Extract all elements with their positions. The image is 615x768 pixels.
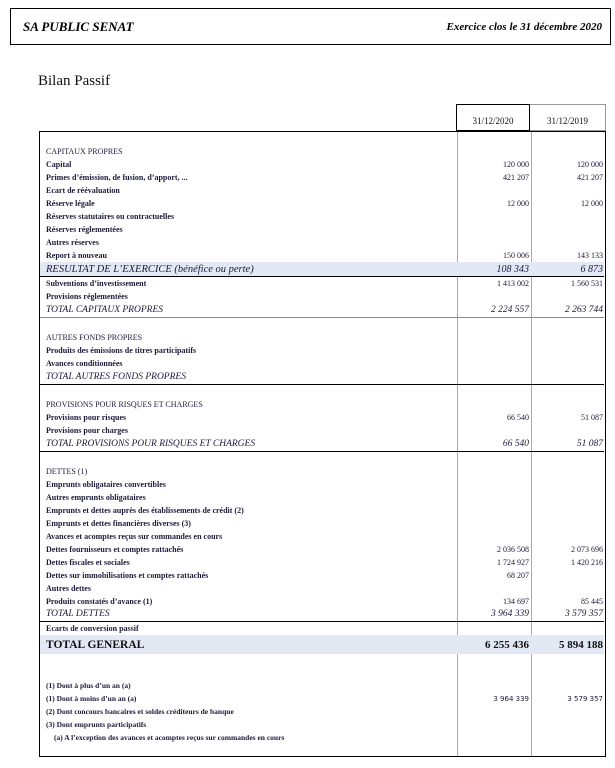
section-title-capitaux-propres bbox=[40, 145, 604, 158]
document-header bbox=[10, 8, 611, 45]
value-2020: 108 343 bbox=[496, 263, 529, 275]
value-2019: 1 420 216 bbox=[571, 558, 603, 567]
table-row bbox=[40, 236, 604, 249]
row-label: (1) Dont à plus d’un an (a) bbox=[46, 681, 131, 690]
row-label: DETTES (1) bbox=[46, 467, 88, 476]
table-row bbox=[40, 556, 604, 569]
column-header-2019: 31/12/2019 bbox=[530, 104, 606, 131]
note-row bbox=[40, 679, 604, 692]
row-label: Avances et acomptes reçus sur commandes en cours bbox=[46, 532, 223, 541]
row-label: Emprunts obligataires convertibles bbox=[46, 480, 166, 489]
value-2020: 120 000 bbox=[503, 160, 529, 169]
section-title-provisions bbox=[40, 398, 604, 411]
table-row bbox=[40, 210, 604, 223]
row-label: (3) Dont emprunts participatifs bbox=[46, 720, 147, 729]
table-row bbox=[40, 530, 604, 543]
row-label: Autres réserves bbox=[46, 238, 99, 247]
total-row bbox=[40, 607, 604, 620]
row-label: Produits des émissions de titres participatifs bbox=[46, 346, 197, 355]
table-row bbox=[40, 424, 604, 437]
value-2019: 51 087 bbox=[581, 413, 603, 422]
note-row bbox=[40, 692, 604, 705]
divider bbox=[40, 451, 604, 452]
value-2020: 2 036 508 bbox=[497, 545, 529, 554]
table-row bbox=[40, 517, 604, 530]
balance-sheet-liabilities-table bbox=[39, 131, 606, 757]
table-row bbox=[40, 357, 604, 370]
row-label: AUTRES FONDS PROPRES bbox=[46, 333, 143, 342]
row-label: Produits constatés d’avance (1) bbox=[46, 597, 153, 606]
value-2020: 150 006 bbox=[503, 251, 529, 260]
value-2020: 68 207 bbox=[507, 571, 529, 580]
row-label: Subventions d’investissement bbox=[46, 279, 147, 288]
table-row bbox=[40, 171, 604, 184]
column-header-2020: 31/12/2020 bbox=[456, 104, 530, 131]
row-label: TOTAL GENERAL bbox=[46, 638, 145, 651]
fiscal-period: Exercice clos le 31 décembre 2020 bbox=[446, 20, 602, 33]
row-label: RESULTAT DE L’EXERCICE (bénéfice ou perte) bbox=[46, 263, 254, 275]
section-title-dettes bbox=[40, 465, 604, 478]
divider bbox=[40, 384, 604, 385]
value-2020: 3 964 339 bbox=[493, 694, 529, 703]
value-2020: 2 224 557 bbox=[491, 304, 529, 315]
row-label: (1) Dont à moins d’un an (a) bbox=[46, 694, 137, 703]
table-row bbox=[40, 504, 604, 517]
value-2019: 6 873 bbox=[580, 263, 603, 275]
page-title: Bilan Passif bbox=[38, 73, 111, 89]
value-2019: 2 073 696 bbox=[571, 545, 603, 554]
note-row bbox=[40, 731, 604, 744]
total-row bbox=[40, 303, 604, 316]
table-row bbox=[40, 344, 604, 357]
value-2019: 421 207 bbox=[577, 173, 603, 182]
value-2019: 85 445 bbox=[581, 597, 603, 606]
company-name: SA PUBLIC SENAT bbox=[23, 18, 134, 34]
table-row bbox=[40, 197, 604, 210]
table-row bbox=[40, 290, 604, 303]
value-2020: 12 000 bbox=[507, 199, 529, 208]
table-row bbox=[40, 158, 604, 171]
row-label: TOTAL DETTES bbox=[46, 608, 110, 619]
value-2019: 2 263 744 bbox=[565, 304, 603, 315]
row-label: Dettes fournisseurs et comptes rattachés bbox=[46, 545, 184, 554]
row-label: Emprunts et dettes auprès des établissements de crédit (2) bbox=[46, 506, 244, 515]
section-title-autres-fonds-propres bbox=[40, 331, 604, 344]
total-row bbox=[40, 437, 604, 450]
value-2019: 120 000 bbox=[577, 160, 603, 169]
value-2020: 1 413 002 bbox=[497, 279, 529, 288]
note-row bbox=[40, 705, 604, 718]
row-label: Ecarts de conversion passif bbox=[46, 624, 139, 633]
value-2019: 51 087 bbox=[576, 438, 603, 449]
row-label: (a) A l’exception des avances et acomptes reçus sur commandes en cours bbox=[54, 733, 285, 742]
table-row bbox=[40, 582, 604, 595]
row-label: Réserves réglementées bbox=[46, 225, 123, 234]
value-2019: 143 133 bbox=[577, 251, 603, 260]
row-label: PROVISIONS POUR RISQUES ET CHARGES bbox=[46, 400, 203, 409]
table-row bbox=[40, 411, 604, 424]
total-general-row bbox=[40, 635, 604, 654]
row-label: Provisions pour charges bbox=[46, 426, 128, 435]
row-label: Emprunts et dettes financières diverses (3) bbox=[46, 519, 191, 528]
row-label: Dettes sur immobilisations et comptes rattachés bbox=[46, 571, 209, 580]
table-row bbox=[40, 277, 604, 290]
value-2020: 421 207 bbox=[503, 173, 529, 182]
column-headers bbox=[456, 104, 606, 131]
row-label: (2) Dont concours bancaires et soldes créditeurs de banque bbox=[46, 707, 234, 716]
row-label: Réserves statutaires ou contractuelles bbox=[46, 212, 175, 221]
row-label: Autres dettes bbox=[46, 584, 91, 593]
note-row bbox=[40, 718, 604, 731]
value-2019: 3 579 357 bbox=[565, 608, 603, 619]
value-2020: 134 697 bbox=[503, 597, 529, 606]
row-label: TOTAL CAPITAUX PROPRES bbox=[46, 304, 163, 315]
row-label: Provisions réglementées bbox=[46, 292, 128, 301]
row-label: Avances conditionnées bbox=[46, 359, 123, 368]
resultat-exercice-row bbox=[40, 262, 604, 276]
value-2019: 12 000 bbox=[581, 199, 603, 208]
table-row bbox=[40, 249, 604, 262]
value-2020: 1 724 927 bbox=[497, 558, 529, 567]
table-row bbox=[40, 543, 604, 556]
table-row bbox=[40, 569, 604, 582]
table-row bbox=[40, 223, 604, 236]
row-label: TOTAL PROVISIONS POUR RISQUES ET CHARGES bbox=[46, 438, 256, 449]
total-row bbox=[40, 370, 604, 383]
row-label: TOTAL AUTRES FONDS PROPRES bbox=[46, 371, 186, 382]
row-label: CAPITAUX PROPRES bbox=[46, 147, 123, 156]
table-row bbox=[40, 491, 604, 504]
table-row bbox=[40, 478, 604, 491]
value-2020: 6 255 436 bbox=[485, 638, 529, 651]
row-label: Report à nouveau bbox=[46, 251, 107, 260]
value-2019: 1 560 531 bbox=[571, 279, 603, 288]
row-label: Ecart de réévaluation bbox=[46, 186, 120, 195]
row-label: Autres emprunts obligataires bbox=[46, 493, 146, 502]
value-2020: 3 964 339 bbox=[491, 608, 529, 619]
row-label: Dettes fiscales et sociales bbox=[46, 558, 130, 567]
value-2019: 5 894 188 bbox=[559, 638, 603, 651]
row-label: Réserve légale bbox=[46, 199, 95, 208]
value-2020: 66 540 bbox=[502, 438, 529, 449]
row-label: Provisions pour risques bbox=[46, 413, 127, 422]
value-2019: 3 579 357 bbox=[567, 694, 603, 703]
value-2020: 66 540 bbox=[507, 413, 529, 422]
row-label: Primes d’émission, de fusion, d’apport, ... bbox=[46, 173, 188, 182]
divider bbox=[40, 317, 604, 318]
table-row bbox=[40, 622, 604, 635]
row-label: Capital bbox=[46, 160, 72, 169]
table-row bbox=[40, 184, 604, 197]
